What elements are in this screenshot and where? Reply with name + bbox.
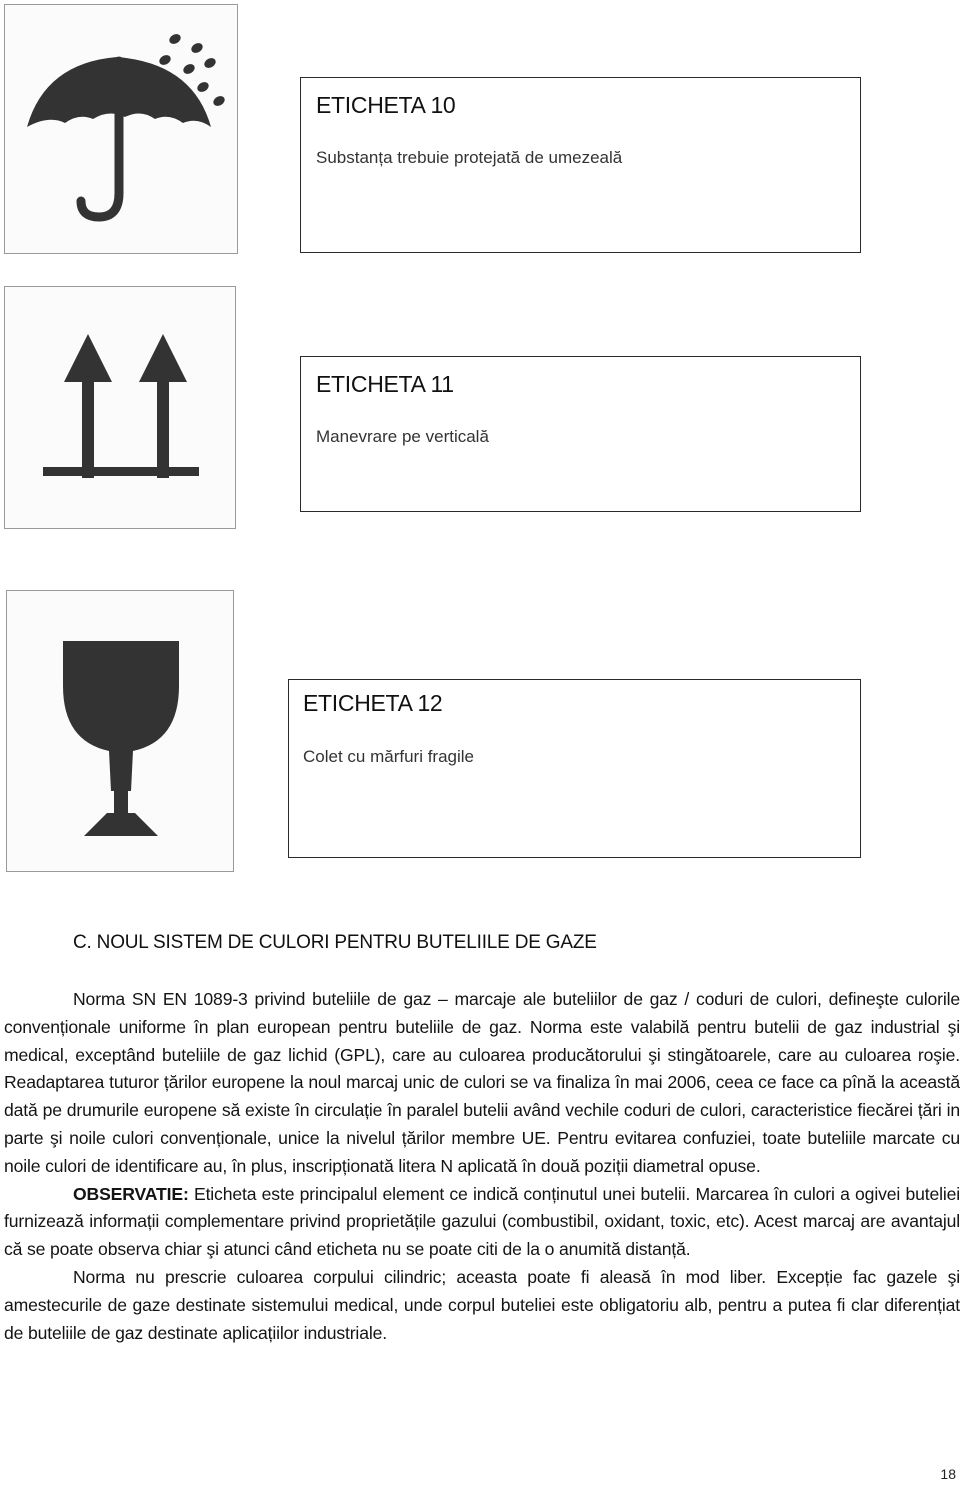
paragraph-observatie — [4, 1181, 960, 1264]
page-number: 18 — [940, 1466, 956, 1482]
label-title: ETICHETA 11 — [316, 371, 454, 397]
section-heading: C. NOUL SISTEM DE CULORI PENTRU BUTELIILE DE GAZE — [73, 932, 597, 953]
section-body — [4, 986, 960, 1347]
label-card-10 — [300, 77, 861, 253]
symbol-card-fragile — [6, 590, 234, 872]
label-description: Substanța trebuie protejată de umezeală — [316, 148, 623, 167]
paragraph-norma: Norma SN EN 1089-3 privind buteliile de gaz – marcaje ale buteliilor de gaz / coduri de culori, defineşte culorile convenționale uniforme în plan european pentru buteliile de gaz. Norma este valabilă pentru butelii de gaz industrial şi medical, exceptând buteliile de gaz lichid (GPL), care au culoarea producătorului şi stingătoarele, care au culoarea roşie. Readaptarea tuturor țărilor europene la noul marcaj unic de culori se va finaliza în mai 2006, ceea ce face ca pînă la această dată pe drumurile europene să existe în circulație în paralel butelii având vechile coduri de culori, caracteristice fiecărei țări in parte şi noile culori convenționale, unice la nivelul țărilor membre UE. Pentru evitarea confuziei, toate buteliile marcate cu noile culori de identificare au, în plus, inscripționată litera N aplicată în două poziții diametral opuse. — [4, 989, 960, 1176]
symbol-card-umbrella — [4, 4, 238, 254]
label-description: Manevrare pe verticală — [316, 427, 489, 446]
label-title: ETICHETA 10 — [316, 92, 456, 118]
umbrella-rain-icon — [5, 5, 239, 255]
label-card-11 — [300, 356, 861, 512]
paragraph-culoare: Norma nu prescrie culoarea corpului cilindric; aceasta poate fi aleasă în mod liber. Excepție fac gazele şi amestecurile de gaze destinate sistemului medical, unde corpul buteliei este obligatoriu alb, pentru a putea fi clar diferențiat de buteliile de gaz destinate aplicațiilor industriale. — [4, 1266, 960, 1343]
observation-text: Eticheta este principalul element ce indică conținutul unei butelii. Marcarea în culori a ogivei buteliei furnizează informații complementare privind proprietățile gazului (combustibil, oxidant, toxic, etc). Acest marcaj are avantajul că se poate observa chiar şi atunci când eticheta nu se poate citi de la o anumită distanță. — [4, 1183, 960, 1260]
this-way-up-icon — [5, 287, 237, 530]
observation-label: OBSERVATIE: — [73, 1183, 189, 1204]
label-title: ETICHETA 12 — [303, 690, 443, 716]
label-card-12 — [288, 679, 861, 858]
fragile-glass-icon — [7, 591, 235, 873]
symbol-card-this-way-up — [4, 286, 236, 529]
label-description: Colet cu mărfuri fragile — [303, 747, 475, 766]
